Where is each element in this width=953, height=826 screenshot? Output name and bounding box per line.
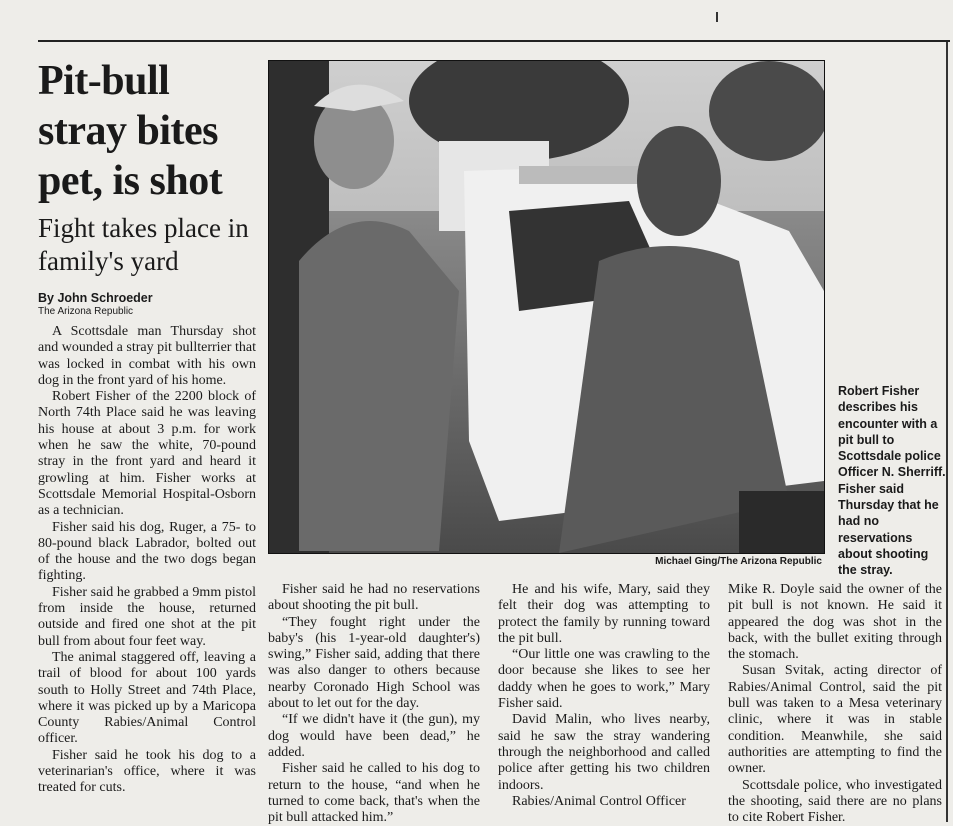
article-paragraph: Fisher said he grabbed a 9mm pistol from inside the house, returned outside and fired one shot at the pit bull from about four feet way. <box>38 584 256 649</box>
article-paragraph: “If we didn't have it (the gun), my dog would have been dead,” he added. <box>268 712 480 760</box>
news-photo <box>268 60 825 554</box>
article-paragraph: “Our little one was crawling to the door because she likes to see her daddy when he goes to work,” Mary Fisher said. <box>498 647 710 712</box>
article-paragraph: Scottsdale police, who investigated the shooting, said there are no plans to cite Robert Fisher. <box>728 777 942 826</box>
article-paragraph: Fisher said he had no reservations about shooting the pit bull. <box>268 582 480 614</box>
article-paragraph: Rabies/Animal Control Officer <box>512 793 686 809</box>
byline-affiliation: The Arizona Republic <box>38 306 134 317</box>
article-paragraph: Fisher said he took his dog to a veterinarian's office, where it was treated for cuts. <box>38 747 256 796</box>
article-paragraph: David Malin, who lives nearby, said he saw the stray wandering through the neighborhood and called police after getting his two children indoors. <box>498 712 710 793</box>
light-bar <box>519 166 639 184</box>
photo-credit: Michael Ging/The Arizona Republic <box>655 556 822 567</box>
article-paragraph: Fisher said he called to his dog to return to the house, “and when he turned to come back, that's when the pit bull attacked him.” <box>268 761 480 826</box>
article-paragraph: Fisher said his dog, Ruger, a 75- to 80-pound black Labrador, bolted out of the house and the two dogs began fighting. <box>38 519 256 584</box>
article-column-2 <box>268 582 480 826</box>
headline: Pit-bull stray bites pet, is shot <box>38 58 223 204</box>
page-mark <box>716 12 718 22</box>
article-paragraph: Susan Svitak, acting director of Rabies/Animal Control, said the pit bull was taken to a Mesa veterinary clinic, where it was in stable condition. Meanwhile, she said authorities are attempting to find the owner. <box>728 663 942 777</box>
subheadline: Fight takes place in family's yard <box>38 213 249 276</box>
article-paragraph: “They fought right under the baby's (his 1-year-old daughter's) swing,” Fisher said, adding that there was also danger to others because nearby Coronado High School was about to let out for the day. <box>268 614 480 712</box>
article-column-1 <box>38 324 256 797</box>
photo-caption: Robert Fisher describes his encounter with a pit bull to Scottsdale police Officer N. Sherriff. Fisher said Thursday that he had no reservations about shooting the stray. <box>838 384 946 578</box>
article-paragraph: Mike R. Doyle said the owner of the pit bull is not known. He said it appeared the dog was shot in the back, with the bullet exiting through the stomach. <box>728 582 942 663</box>
article-paragraph: He and his wife, Mary, said they felt their dog was attempting to protect the family by running toward the pit bull. <box>498 582 710 646</box>
article-paragraph: Robert Fisher of the 2200 block of North 74th Place said he was leaving his house at about 3 p.m. for work when he saw the white, 70-pound stray in the front yard and heard it growling at him. Fisher works at Scottsdale Memorial Hospital-Osborn as a technician. <box>38 389 256 519</box>
article-column-4 <box>728 582 942 826</box>
article-column-3 <box>498 582 710 810</box>
top-rule-divider <box>38 40 950 42</box>
article-paragraph: A Scottsdale man Thursday shot and wounded a stray pit bullterrier that was locked in combat with his own dog in the front yard of his home. <box>38 324 256 388</box>
man-figure <box>299 221 459 551</box>
photo-image <box>269 61 824 553</box>
byline: By John Schroeder <box>38 291 153 305</box>
article-paragraph: The animal staggered off, leaving a trail of blood for about 100 yards south to Holly Street and 74th Place, where it was picked up by a Maricopa County Rabies/Animal Control officer. <box>38 649 256 747</box>
